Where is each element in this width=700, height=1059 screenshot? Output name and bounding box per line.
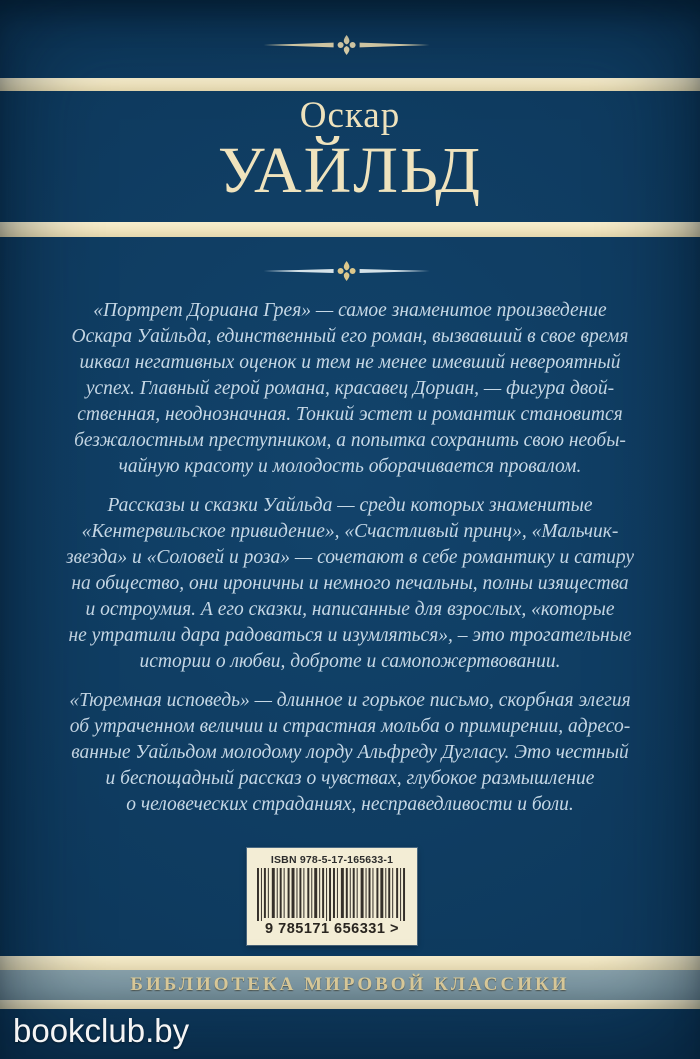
annotation-line: успех. Главный герой романа, красавец Дориан, — фигура двой- <box>85 378 615 399</box>
annotation-line: шквал негативных оценок и тем не менее имевший невероятный <box>79 352 621 373</box>
isbn-barcode-block <box>247 848 417 945</box>
annotation-line: чайную красоту и молодость оборачивается провалом. <box>118 456 582 477</box>
series-footer <box>0 956 700 1009</box>
author-name-block <box>0 94 700 207</box>
series-title: БИБЛИОТЕКА МИРОВОЙ КЛАССИКИ <box>130 974 570 995</box>
annotation-line: Оскара Уайльда, единственный его роман, вызвавший в свое время <box>71 326 629 347</box>
annotation-paragraph <box>30 688 670 818</box>
annotation-paragraph <box>30 298 670 480</box>
author-last-name: УАЙЛЬД <box>217 134 483 207</box>
annotation-line: и беспощадный рассказ о чувствах, глубокое размышление <box>105 768 595 789</box>
annotation-line: об утраченном величии и страстная мольба о примирении, адресо- <box>69 716 631 737</box>
annotation-line: звезда» и «Соловей и роза» — сочетают в себе романтику и сатиру <box>65 547 635 568</box>
flourish-divider-icon <box>262 32 432 58</box>
annotation-line: не утратили дара радоваться и изумляться», – это трогательные <box>68 625 632 646</box>
annotation-line: ванные Уайльдом молодому лорду Альфреду Дугласу. Это честный <box>71 742 629 763</box>
annotation-line: «Тюремная исповедь» — длинное и горькое письмо, скорбная элегия <box>69 690 631 711</box>
horizontal-divider-band <box>0 78 700 91</box>
annotation-line: Рассказы и сказки Уайльда — среди которых знаменитые <box>107 495 593 516</box>
annotation-line: «Портрет Дориана Грея» — самое знаменитое произведение <box>93 300 607 321</box>
series-banner <box>0 970 700 1000</box>
site-watermark: bookclub.by <box>13 1012 190 1049</box>
annotation-line: истории о любви, доброте и самопожертвовании. <box>139 651 561 672</box>
flourish-divider-icon <box>262 258 432 284</box>
ean-barcode-icon <box>257 868 407 921</box>
annotation-line: безжалостным преступником, а попытка сохранить свою необы- <box>74 430 626 451</box>
ean-number: 9 785171 656331 > <box>265 921 399 937</box>
annotation-line: и остроумия. А его сказки, написанные для взрослых, «которые <box>85 599 615 620</box>
annotation-line: ственная, неоднозначная. Тонкий эстет и романтик становится <box>77 404 623 425</box>
annotation-line: «Кентервильское привидение», «Счастливый принц», «Мальчик- <box>81 521 619 542</box>
horizontal-divider-band <box>0 222 700 237</box>
footer-divider-line <box>0 956 700 970</box>
annotation-line: о человеческих страданиях, несправедливости и боли. <box>126 794 574 815</box>
isbn-label: ISBN 978-5-17-165633-1 <box>270 854 394 866</box>
footer-divider-line <box>0 1000 700 1009</box>
annotation-paragraph <box>30 493 670 675</box>
annotation-line: на общество, они ироничны и немного печальны, полны изящества <box>71 573 629 594</box>
annotation-text <box>30 298 670 831</box>
author-first-name: Оскар <box>299 95 401 136</box>
